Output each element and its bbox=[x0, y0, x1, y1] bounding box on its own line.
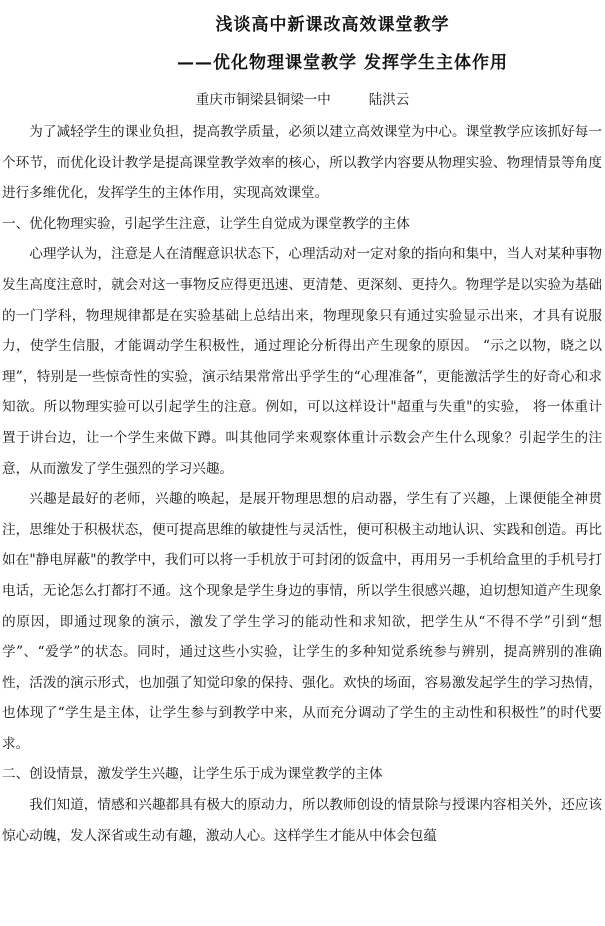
section-heading-1: 一、优化物理实验，引起学生注意，让学生自觉成为课堂教学的主体 bbox=[2, 215, 410, 232]
author-affiliation: 重庆市铜梁县铜梁一中 bbox=[195, 92, 331, 108]
document-title: 浅谈高中新课改高效课堂教学 bbox=[215, 15, 450, 35]
intro-paragraph: 为了减轻学生的课业负担，提高教学质量，必须以建立高效课堂为中心。课堂教学应该抓好每一个环节，而优化设计教学是提高课堂教学效率的核心，所以教学内容要从物理实验、物理情景等角度进行多维优化，发挥学生的主体作用，实现高效课堂。 bbox=[2, 124, 602, 202]
document-subtitle: ——优化物理课堂教学 发挥学生主体作用 bbox=[177, 53, 508, 73]
section-heading-2: 二、创设情景，激发学生兴趣，让学生乐于成为课堂教学的主体 bbox=[2, 766, 383, 783]
author-line bbox=[0, 88, 605, 108]
author-name: 陆洪云 bbox=[368, 92, 410, 108]
document-body bbox=[2, 117, 602, 851]
paragraph-attention: 心理学认为，注意是人在清醒意识状态下，心理活动对一定对象的指向和集中，当人对某种事物发生高度注意时，就会对这一事物反应得更迅速、更清楚、更深刻、更持久。物理学是以实验为基础的一门学科，物理规律都是在实验基础上总结出来，物理现象只有通过实验显示出来，才具有说服力，使学生信服，才能调动学生积极性，通过理论分析得出产生现象的原因。 “示之以物，晓之以理”，特别是一些惊奇性的实验，演示结果常常出乎学生的“心理准备”，更能激活学生的好奇心和求知欲。所以物理实验可以引起学生的注意。例如，可以这样设计"超重与失重"的实验， 将一体重计置于讲台边，让一个学生来做下蹲。叫其他同学来观察体重计示数会产生什么现象？引起学生的注意，从而激发了学生强烈的学习兴趣。 bbox=[2, 246, 602, 477]
paragraph-interest: 兴趣是最好的老师，兴趣的唤起，是展开物理思想的启动器，学生有了兴趣，上课便能全神贯注，思维处于积极状态，便可提高思维的敏捷性与灵活性，便可积极主动地认识、实践和创造。再比如在"静电屏蔽"的教学中，我们可以将一手机放于可封闭的饭盒中，再用另一手机给盒里的手机号打电话，无论怎么打都打不通。这个现象是学生身边的事情，所以学生很感兴趣，迫切想知道产生现象的原因，即通过现象的演示，激发了学生学习的能动性和求知欲，把学生从“不得不学”引到“想学”、“爱学”的状态。同时，通过这些小实验，让学生的多种知觉系统参与辨别，提高辨别的准确性，活泼的演示形式，也加强了知觉印象的保持、强化。欢快的场面，容易激发起学生的学习热情，也体现了“学生是主体，让学生参与到教学中来，从而充分调动了学生的主动性和积极性”的时代要求。 bbox=[2, 491, 602, 752]
paragraph-scenario: 我们知道，情感和兴趣都具有极大的原动力，所以教师创设的情景除与授课内容相关外，还应该惊心动魄，发人深省或生动有趣，激动人心。这样学生才能从中体会包蕴 bbox=[2, 797, 602, 844]
